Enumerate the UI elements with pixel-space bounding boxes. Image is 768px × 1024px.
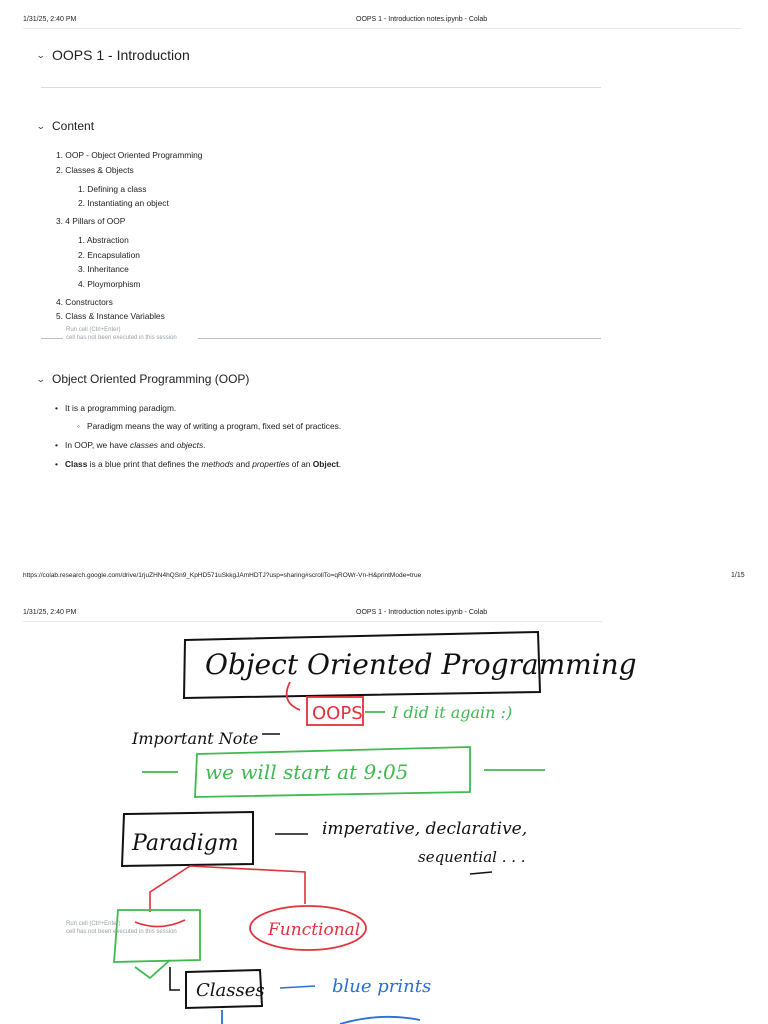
- bullet-item: • It is a programming paradigm.: [65, 403, 176, 413]
- run-cell-hint: Run cell (Ctrl+Enter): [66, 327, 121, 333]
- run-cell-status: cell has not been executed in this session: [66, 929, 177, 935]
- print-timestamp: 1/31/25, 2:40 PM: [23, 16, 77, 23]
- bullet-subitem: ◦ Paradigm means the way of writing a program, fixed set of practices.: [87, 421, 341, 431]
- sketch-classes: Classes: [196, 980, 265, 1001]
- sketch-functional: Functional: [268, 920, 361, 940]
- header-divider: [23, 28, 741, 29]
- check-icon: [135, 960, 170, 978]
- sketch-start: we will start at 9:05: [205, 760, 409, 784]
- list-item: 4. Ploymorphism: [78, 279, 141, 289]
- print-page-number: 1/15: [731, 572, 745, 579]
- list-item: 1. Defining a class: [78, 184, 147, 194]
- list-item: 2. Instantiating an object: [78, 198, 169, 208]
- run-cell-hint: Run cell (Ctrl+Enter): [66, 921, 121, 927]
- list-item: 5. Class & Instance Variables: [56, 311, 165, 321]
- list-item: 1. Abstraction: [78, 235, 129, 245]
- section-heading: Content: [52, 119, 95, 133]
- section-title-introduction[interactable]: [35, 47, 190, 63]
- print-footer-url: https://colab.research.google.com/drive/1rjuZHN4hQSn9_KpHD571uSkkgJAmHDTJ?usp=sharing#scrollTo=qROWr-Vn-H&printMode=true: [23, 572, 422, 579]
- oop-box: [114, 910, 200, 962]
- chevron-down-icon[interactable]: ⌄: [35, 373, 46, 384]
- handwritten-notes-image: [0, 622, 768, 1024]
- sketch-blueprints: blue prints: [332, 976, 432, 997]
- sketch-oops: OOPS: [312, 703, 363, 724]
- underline: [470, 872, 492, 874]
- list-item: 3. 4 Pillars of OOP: [56, 216, 126, 226]
- section-heading: OOPS 1 - Introduction: [52, 47, 190, 63]
- print-doc-title: OOPS 1 - Introduction notes.ipynb - Colab: [356, 609, 488, 616]
- cell-divider: [41, 338, 63, 339]
- list-item: 2. Classes & Objects: [56, 165, 134, 175]
- section-content[interactable]: [35, 119, 95, 133]
- sketch-types-2: sequential . . .: [418, 848, 526, 866]
- arrow: [280, 986, 315, 988]
- sketch-title: Object Oriented Programming: [205, 648, 637, 681]
- list-item: 1. OOP - Object Oriented Programming: [56, 150, 203, 160]
- cell-divider: [41, 87, 601, 88]
- list-item: 4. Constructors: [56, 297, 113, 307]
- sketch-important: Important Note: [132, 729, 259, 748]
- print-doc-title: OOPS 1 - Introduction notes.ipynb - Colab: [356, 16, 488, 23]
- chevron-down-icon[interactable]: ⌄: [35, 49, 46, 60]
- bullet-item: • In OOP, we have classes and objects.: [65, 440, 205, 450]
- oop-scribble: [135, 920, 185, 927]
- section-oop[interactable]: [35, 372, 250, 386]
- bullet-item: • Class is a blue print that defines the methods and properties of an Object.: [65, 459, 341, 469]
- sketch-types: imperative, declarative,: [322, 819, 528, 839]
- sketch-paradigm: Paradigm: [132, 831, 239, 856]
- list-item: 2. Encapsulation: [78, 250, 140, 260]
- print-timestamp: 1/31/25, 2:40 PM: [23, 609, 77, 616]
- branch-line: [170, 967, 180, 990]
- list-item: 3. Inheritance: [78, 264, 129, 274]
- blue-curve: [340, 1017, 420, 1024]
- branch-line: [190, 866, 305, 904]
- cell-divider: [198, 338, 601, 339]
- run-cell-status: cell has not been executed in this session: [66, 335, 177, 341]
- branch-line: [150, 866, 190, 912]
- sketch-did-it: I did it again :): [392, 703, 513, 722]
- chevron-down-icon[interactable]: ⌄: [35, 120, 46, 131]
- section-heading: Object Oriented Programming (OOP): [52, 372, 250, 386]
